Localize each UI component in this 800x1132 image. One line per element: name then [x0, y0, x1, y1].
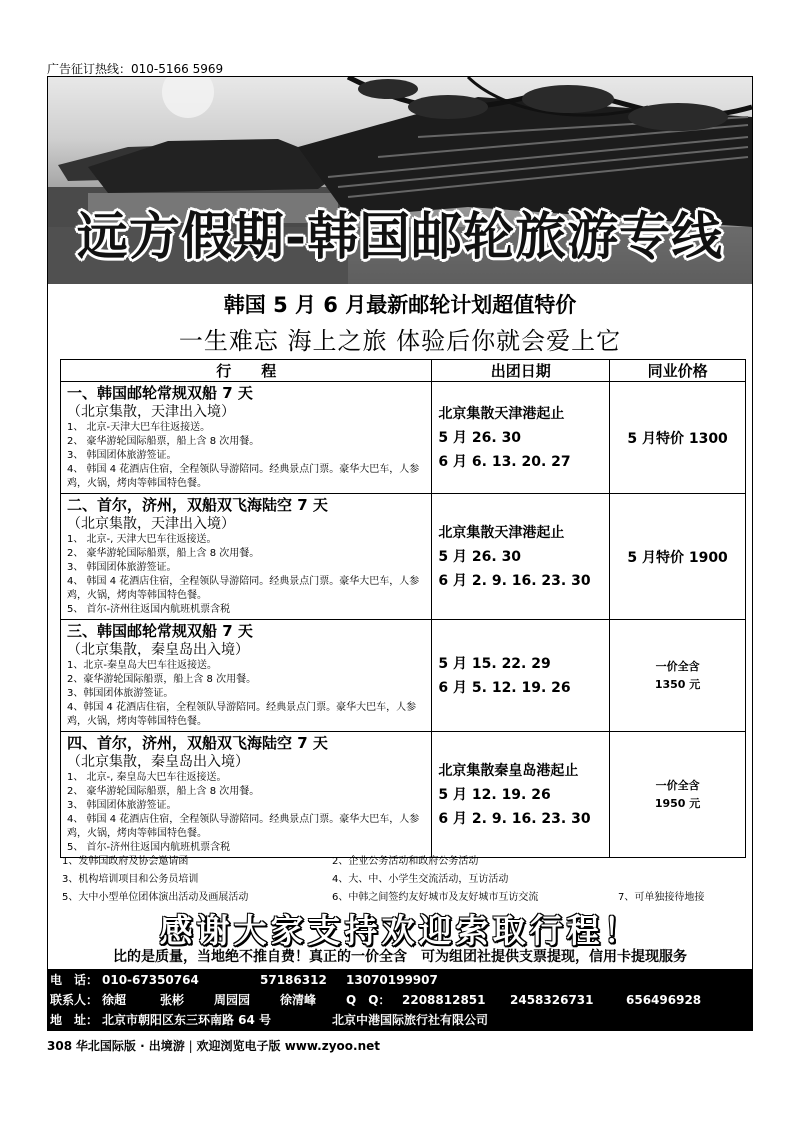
qq-number: 2458326731	[510, 993, 594, 1007]
itinerary-table	[60, 359, 746, 858]
contact-panel	[48, 969, 752, 1031]
package-title: 四、首尔，济州，双船双飞海陆空 7 天	[67, 734, 328, 752]
service-item: 5、大中小型单位团体演出活动及画展活动	[62, 892, 249, 903]
phone-number: 13070199907	[346, 973, 438, 987]
date-line: 5 月 15. 22. 29	[438, 655, 551, 672]
itinerary-cell	[61, 382, 432, 494]
package-title: 二、首尔，济州，双船双飞海陆空 7 天	[67, 496, 328, 514]
publication-name: 华北国际版 · 出境游	[75, 1039, 185, 1053]
list-item: 5、 首尔-济州往返国内航班机票含税	[67, 604, 231, 615]
advertisement-frame	[47, 76, 753, 1031]
company-name: 北京中港国际旅行社有限公司	[332, 1013, 489, 1027]
package-items	[67, 659, 425, 729]
list-item: 2、 豪华游轮国际船票，船上含 8 次用餐。	[67, 436, 260, 447]
package-title: 一、韩国邮轮常规双船 7 天	[67, 384, 253, 402]
itinerary-cell	[61, 732, 432, 858]
package-items	[67, 533, 425, 617]
quality-statement: 比的是质量，当地绝不推自费！真正的一价全含 可为组团社提供支票提现，信用卡提现服务	[113, 949, 687, 965]
address-label: 地 址：	[50, 1013, 99, 1027]
price-line: 5 月特价 1900	[627, 549, 728, 566]
ad-hotline: 广告征订热线：010-5166 5969	[47, 62, 224, 76]
contact-person: 张彬	[160, 993, 185, 1007]
contact-person: 周园园	[214, 993, 251, 1007]
thanks-banner: 感谢大家支持欢迎索取行程！	[159, 911, 641, 950]
list-item: 1、 北京-, 秦皇岛大巴车往返接送。	[67, 772, 227, 783]
list-item: 2、 豪华游轮国际船票，船上含 8 次用餐。	[67, 548, 260, 559]
contact-person: 徐超	[102, 993, 127, 1007]
list-item: 5、 首尔-济州往返国内航班机票含税	[67, 842, 231, 853]
dates-cell	[432, 732, 610, 858]
header-itinerary: 行 程	[61, 360, 432, 382]
package-title: 三、韩国邮轮常规双船 7 天	[67, 622, 253, 640]
service-item: 1、发韩国政府及协会邀请函	[62, 856, 189, 867]
price-cell	[610, 494, 746, 620]
price-line: 1950 元	[654, 796, 701, 810]
date-line: 北京集散天津港起止	[438, 524, 565, 541]
date-line: 北京集散秦皇岛港起止	[438, 762, 579, 779]
list-item: 4、韩国 4 花酒店住宿，全程领队导游陪同。经典景点门票。豪华大巴车，人参鸡，火锅，烤肉等韩国特色餐。	[67, 702, 417, 727]
price-line: 一价全含	[655, 778, 700, 792]
table-row	[61, 494, 746, 620]
phone-number: 010-67350764	[102, 973, 199, 987]
itinerary-cell	[61, 494, 432, 620]
header-price: 同业价格	[610, 360, 746, 382]
date-line: 5 月 26. 30	[438, 548, 522, 565]
table-row	[61, 382, 746, 494]
list-item: 3、韩国团体旅游签证。	[67, 688, 174, 699]
phone-line	[50, 970, 750, 990]
date-line: 5 月 26. 30	[438, 429, 522, 446]
service-item: 7、可单独接待地接	[618, 892, 705, 903]
header-dates: 出团日期	[432, 360, 610, 382]
dates-cell	[432, 620, 610, 732]
qq-number: 656496928	[626, 993, 702, 1007]
price-line: 1350 元	[654, 677, 701, 691]
list-item: 1、 北京-天津大巴车往返接送。	[67, 422, 211, 433]
slogan: 一生难忘 海上之旅 体验后你就会爱上它	[178, 327, 622, 355]
price-cell	[610, 620, 746, 732]
price-line: 一价全含	[655, 659, 700, 673]
service-item: 6、中韩之间签约友好城市及友好城市互访交流	[332, 892, 539, 903]
list-item: 1、 北京-, 天津大巴车往返接送。	[67, 534, 217, 545]
website: 欢迎浏览电子版 www.zyoo.net	[196, 1039, 381, 1053]
page-footer	[47, 1037, 380, 1054]
service-item: 4、大、中、小学生交流活动，互访活动	[332, 874, 509, 885]
package-items	[67, 771, 425, 855]
table-row	[61, 732, 746, 858]
table-header-row	[61, 360, 746, 382]
package-departure: （北京集散，秦皇岛出入境）	[67, 642, 249, 658]
package-departure: （北京集散，天津出入境）	[67, 516, 235, 532]
list-item: 3、 韩国团体旅游签证。	[67, 450, 177, 461]
price-cell	[610, 732, 746, 858]
date-line: 5 月 12. 19. 26	[438, 786, 551, 803]
subtitle: 韩国 5 月 6 月最新邮轮计划超值特价	[223, 293, 577, 317]
dates-cell	[432, 494, 610, 620]
table-row	[61, 620, 746, 732]
package-departure: （北京集散，秦皇岛出入境）	[67, 754, 249, 770]
service-item: 3、机构培训项目和公务员培训	[62, 874, 199, 885]
list-item: 2、 豪华游轮国际船票，船上含 8 次用餐。	[67, 786, 260, 797]
phone-label: 电 话：	[50, 973, 99, 987]
list-item: 4、 韩国 4 花酒店住宿，全程领队导游陪同。经典景点门票。豪华大巴车，人参鸡，火锅，烤肉等韩国特色餐。	[67, 464, 420, 489]
list-item: 4、 韩国 4 花酒店住宿，全程领队导游陪同。经典景点门票。豪华大巴车，人参鸡，火锅，烤肉等韩国特色餐。	[67, 576, 420, 601]
people-line	[50, 990, 750, 1010]
address: 北京市朝阳区东三环南路 64 号	[102, 1013, 272, 1027]
banner-title: 远方假期-韩国邮轮旅游专线	[76, 207, 724, 267]
list-item: 2、豪华游轮国际船票，船上含 8 次用餐。	[67, 674, 257, 685]
list-item: 3、 韩国团体旅游签证。	[67, 800, 177, 811]
service-item: 2、企业公务活动和政府公务活动	[332, 856, 479, 867]
qq-label: Q Q：	[346, 993, 391, 1007]
date-line: 6 月 6. 13. 20. 27	[438, 453, 571, 470]
contact-person: 徐清峰	[280, 993, 317, 1007]
qq-number: 2208812851	[402, 993, 486, 1007]
price-line: 5 月特价 1300	[627, 430, 728, 447]
itinerary-cell	[61, 620, 432, 732]
price-cell	[610, 382, 746, 494]
services-list	[62, 853, 752, 907]
date-line: 北京集散天津港起止	[438, 405, 565, 422]
date-line: 6 月 5. 12. 19. 26	[438, 679, 571, 696]
page-number: 308	[47, 1039, 73, 1053]
list-item: 1、北京-秦皇岛大巴车往返接送。	[67, 660, 217, 671]
list-item: 4、 韩国 4 花酒店住宿，全程领队导游陪同。经典景点门票。豪华大巴车，人参鸡，火锅，烤肉等韩国特色餐。	[67, 814, 420, 839]
banner	[48, 77, 752, 284]
package-items	[67, 421, 425, 491]
footer-divider: |	[188, 1039, 193, 1053]
date-line: 6 月 2. 9. 16. 23. 30	[438, 810, 591, 827]
package-departure: （北京集散，天津出入境）	[67, 404, 235, 420]
address-line	[50, 1010, 750, 1030]
date-line: 6 月 2. 9. 16. 23. 30	[438, 572, 591, 589]
list-item: 3、 韩国团体旅游签证。	[67, 562, 177, 573]
phone-number: 57186312	[260, 973, 327, 987]
people-label: 联系人：	[50, 993, 99, 1007]
dates-cell	[432, 382, 610, 494]
